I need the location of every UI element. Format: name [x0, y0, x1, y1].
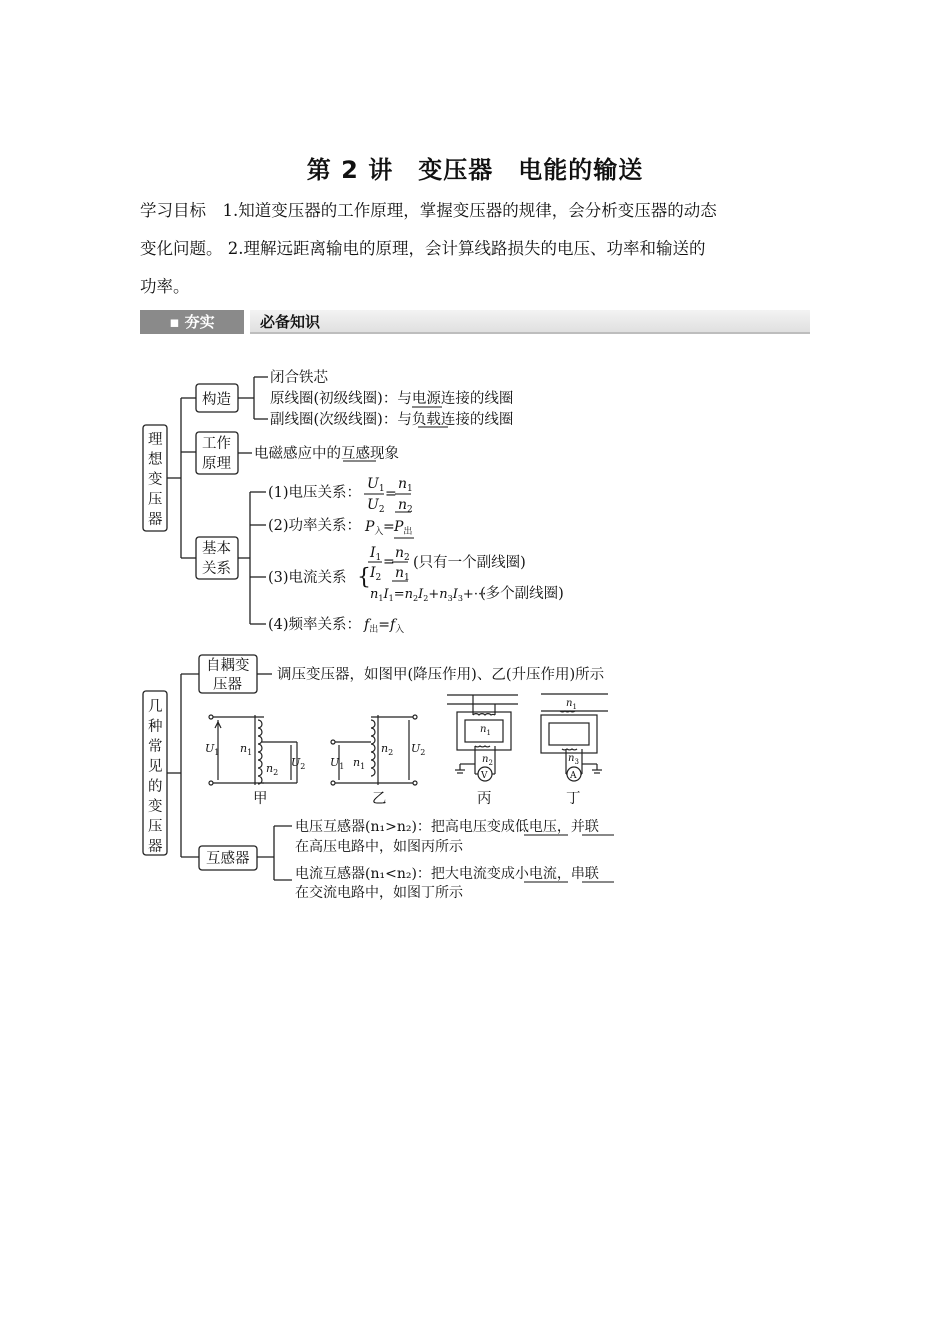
svg-text:变: 变 — [148, 799, 163, 815]
auto-label-2: 压器 — [213, 677, 242, 693]
svg-text:n1: $n_1$ — [353, 756, 366, 771]
svg-text:n2: $n_2$ — [266, 762, 279, 777]
current-relation: (3)电流关系 — [268, 570, 347, 586]
svg-text:U1: $U_1$ — [330, 756, 345, 771]
current-inductor-line-2: 在交流电路中，如图丁所示 — [295, 885, 463, 901]
root-char-4: 压 — [148, 492, 163, 508]
svg-text:器: 器 — [148, 839, 163, 855]
current-note-single: (只有一个副线圈) — [413, 555, 526, 571]
svg-text:压: 压 — [148, 819, 163, 835]
objectives-line-1: 学习目标 1.知道变压器的工作原理，掌握变压器的规律，会分析变压器的动态 — [140, 201, 717, 220]
section-tag: ▪ 夯实 — [140, 310, 244, 334]
figure-label-jia: 甲 — [253, 791, 268, 807]
figure-label-yi: 乙 — [372, 791, 387, 807]
voltage-inductor-line-1: 电压互感器(n₁>n₂)：把高电压变成低电压，并联 — [295, 819, 599, 835]
page-title: 第 2 讲 变压器 电能的输送 — [306, 156, 644, 184]
figure-jia — [209, 715, 297, 785]
section-title: 必备知识 — [250, 310, 810, 334]
principle-text: 电磁感应中的互感现象 — [254, 446, 399, 462]
svg-text:n2: $n_2$ — [482, 754, 493, 767]
figure-yi — [331, 715, 417, 785]
objectives-line-3: 功率。 — [140, 277, 190, 296]
construction-item-core: 闭合铁芯 — [270, 370, 328, 386]
objectives-line-2: 变化问题。 2.理解远距离输电的原理，会计算线路损失的电压、功率和输送的 — [140, 239, 706, 258]
principle-label-2: 原理 — [202, 456, 231, 472]
relations-label-2: 关系 — [202, 561, 231, 577]
voltmeter-label: V — [481, 771, 488, 781]
svg-text:I2: $I_2$ — [370, 565, 382, 583]
svg-text:U2: $U_2$ — [291, 756, 306, 771]
svg-text:=: = — [385, 486, 397, 502]
auto-text: 调压变压器，如图甲(降压作用)、乙(升压作用)所示 — [277, 667, 605, 683]
figure-label-ding: 丁 — [566, 791, 581, 807]
construction-item-primary: 原线圈(初级线圈)：与电源连接的线圈 — [270, 391, 514, 407]
svg-text:I1: $I_1$ — [370, 545, 382, 563]
svg-text:P入: $P_入$ — [365, 519, 384, 537]
ammeter-label: A — [570, 771, 577, 781]
voltage-inductor-line-2: 在高压电路中，如图丙所示 — [295, 839, 463, 855]
figure-bing — [447, 695, 518, 781]
svg-text:P出: $P_出$ — [394, 519, 413, 537]
svg-text:见: 见 — [148, 759, 163, 775]
svg-text:U2: $U_2$ — [367, 497, 385, 515]
svg-text:n2: $n_2$ — [398, 497, 413, 515]
svg-text:U2: $U_2$ — [411, 742, 426, 757]
svg-text:n3: $n_3$ — [568, 753, 579, 766]
svg-text:n2: $n_2$ — [381, 742, 394, 757]
voltage-relation: (1)电压关系： — [268, 485, 362, 501]
construction-item-secondary: 副线圈(次级线圈)：与负载连接的线圈 — [270, 412, 514, 428]
mutual-label: 互感器 — [206, 851, 250, 867]
svg-text:n1I1=n2I2+n3I3+···: $n_1I_1=n_2I_2+n_3I_3+\cdot\cdot\cdot$ — [370, 587, 487, 603]
svg-text:=: = — [383, 519, 395, 535]
svg-text:n1: $n_1$ — [566, 698, 577, 711]
svg-text:U1: $U_1$ — [367, 476, 385, 494]
frequency-relation: (4)频率关系： — [268, 617, 362, 633]
auto-label-1: 自耦变 — [206, 658, 250, 674]
svg-text:f出=f入: $f_出=f_入$ — [364, 617, 405, 635]
svg-text:n1: $n_1$ — [398, 476, 413, 494]
root-char-1: 理 — [148, 432, 163, 448]
svg-text:种: 种 — [148, 719, 163, 735]
principle-label-1: 工作 — [202, 436, 231, 452]
svg-text:{: { — [357, 565, 371, 590]
svg-text:n1: $n_1$ — [240, 742, 253, 757]
svg-text:n2: $n_2$ — [395, 545, 410, 563]
relations-label-1: 基本 — [202, 541, 231, 557]
construction-label: 构造 — [202, 392, 231, 408]
svg-text:n1: $n_1$ — [395, 565, 410, 583]
root-char-5: 器 — [148, 512, 163, 528]
current-inductor-line-1: 电流互感器(n₁<n₂)：把大电流变成小电流，串联 — [295, 866, 599, 882]
root-char-3: 变 — [148, 472, 163, 488]
power-relation: (2)功率关系： — [268, 518, 362, 534]
svg-text:U1: $U_1$ — [205, 742, 220, 757]
svg-text:几: 几 — [148, 699, 163, 715]
svg-text:常: 常 — [148, 739, 163, 755]
svg-text:的: 的 — [148, 779, 163, 795]
svg-text:n1: $n_1$ — [480, 724, 491, 737]
root-char-2: 想 — [148, 452, 163, 468]
figure-label-bing: 丙 — [477, 791, 492, 807]
svg-text:=: = — [383, 554, 395, 570]
current-note-multi: (多个副线圈) — [480, 586, 564, 602]
